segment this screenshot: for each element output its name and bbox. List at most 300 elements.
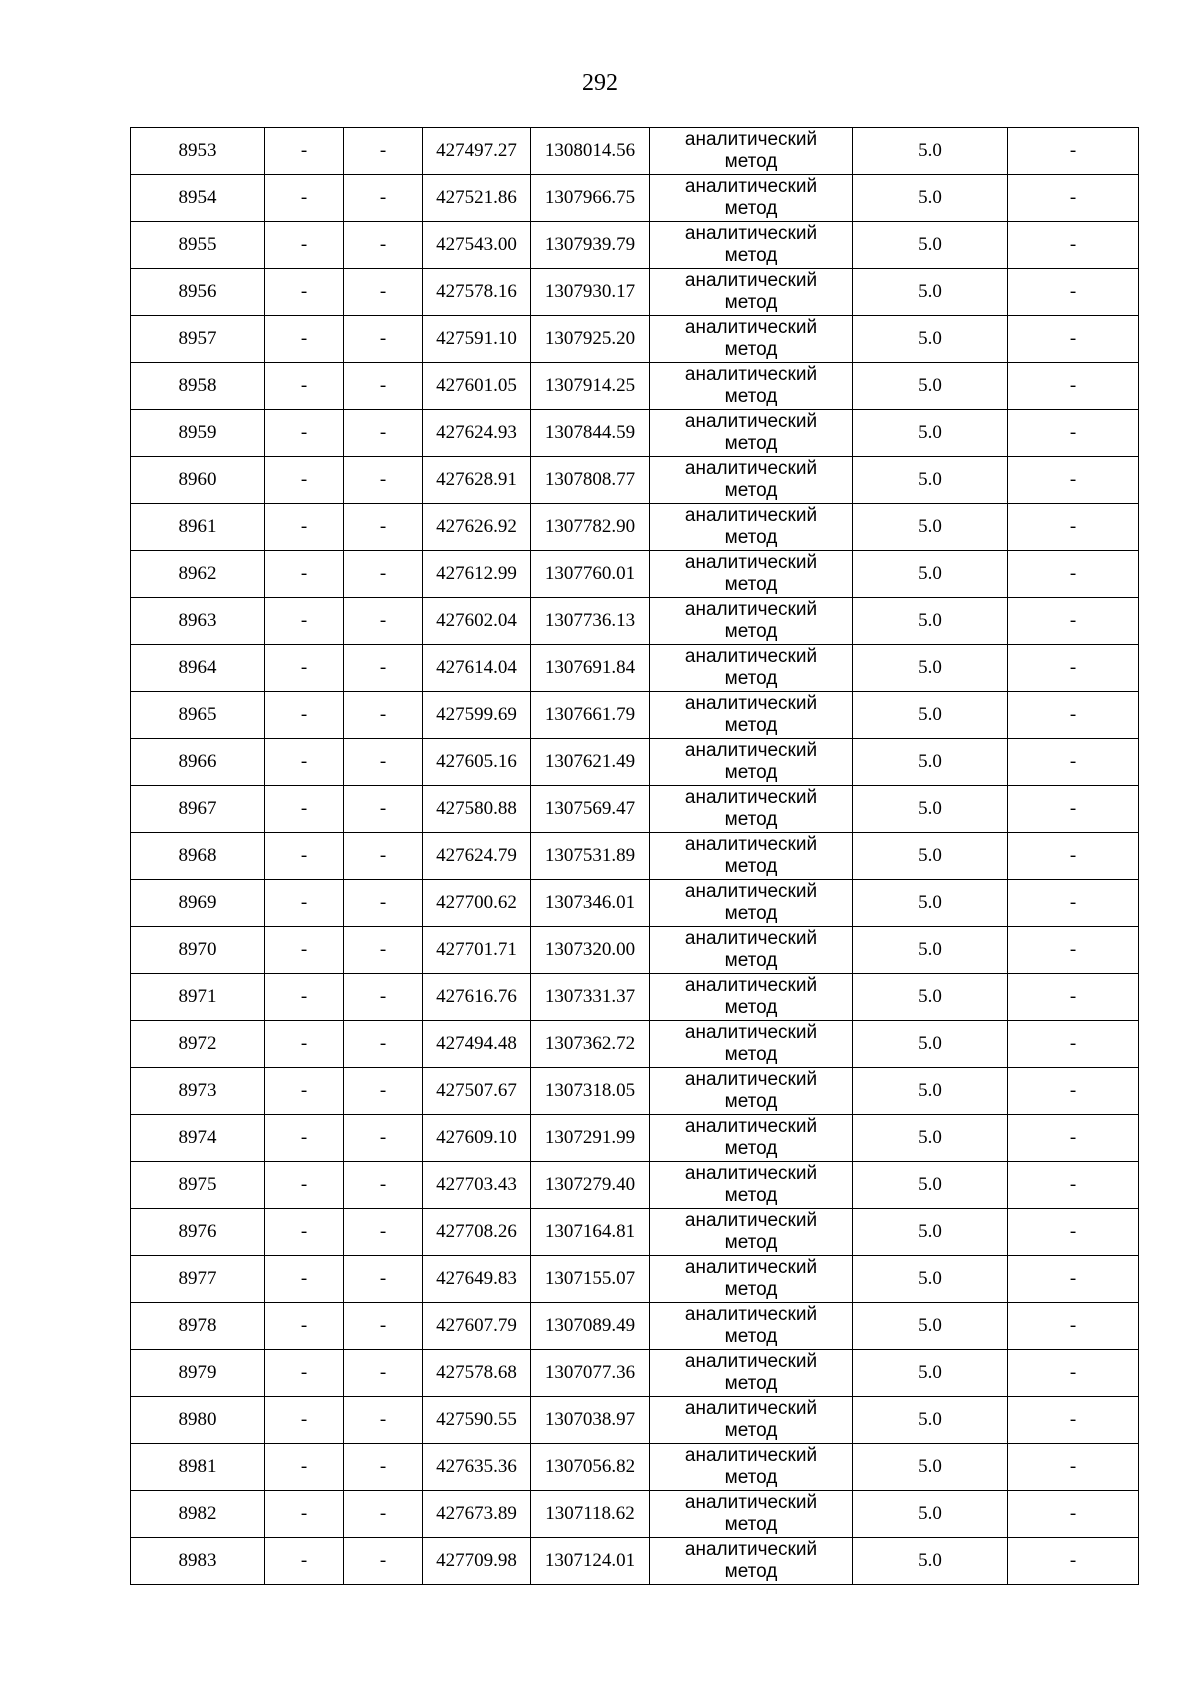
dash-cell-1: - bbox=[265, 974, 344, 1021]
point-number-cell: 8963 bbox=[131, 598, 265, 645]
method-label-line2: метод bbox=[724, 1514, 778, 1535]
dash-cell-3: - bbox=[1008, 1350, 1139, 1397]
dash-cell-1: - bbox=[265, 1068, 344, 1115]
accuracy-cell: 5.0 bbox=[853, 1444, 1008, 1491]
y-coordinate-cell: 1307914.25 bbox=[531, 363, 650, 410]
dash-cell-2: - bbox=[344, 786, 423, 833]
method-label-line1: аналитический bbox=[684, 458, 818, 479]
dash-cell-3: - bbox=[1008, 316, 1139, 363]
point-number-cell: 8971 bbox=[131, 974, 265, 1021]
method-label-line2: метод bbox=[724, 1138, 778, 1159]
dash-cell-3: - bbox=[1008, 128, 1139, 175]
accuracy-cell: 5.0 bbox=[853, 645, 1008, 692]
method-cell bbox=[650, 457, 853, 504]
dash-cell-1: - bbox=[265, 128, 344, 175]
accuracy-cell: 5.0 bbox=[853, 1068, 1008, 1115]
x-coordinate-cell: 427609.10 bbox=[423, 1115, 531, 1162]
accuracy-cell: 5.0 bbox=[853, 128, 1008, 175]
accuracy-cell: 5.0 bbox=[853, 1397, 1008, 1444]
y-coordinate-cell: 1307531.89 bbox=[531, 833, 650, 880]
accuracy-cell: 5.0 bbox=[853, 833, 1008, 880]
dash-cell-2: - bbox=[344, 927, 423, 974]
point-number-cell: 8953 bbox=[131, 128, 265, 175]
method-cell bbox=[650, 1303, 853, 1350]
dash-cell-2: - bbox=[344, 1538, 423, 1585]
method-label-line2: метод bbox=[724, 715, 778, 736]
method-cell bbox=[650, 269, 853, 316]
y-coordinate-cell: 1307966.75 bbox=[531, 175, 650, 222]
dash-cell-2: - bbox=[344, 1491, 423, 1538]
dash-cell-2: - bbox=[344, 457, 423, 504]
table-row bbox=[131, 410, 1139, 457]
method-cell bbox=[650, 833, 853, 880]
x-coordinate-cell: 427601.05 bbox=[423, 363, 531, 410]
y-coordinate-cell: 1307930.17 bbox=[531, 269, 650, 316]
dash-cell-1: - bbox=[265, 175, 344, 222]
method-label-line1: аналитический bbox=[684, 364, 818, 385]
x-coordinate-cell: 427649.83 bbox=[423, 1256, 531, 1303]
dash-cell-2: - bbox=[344, 128, 423, 175]
dash-cell-2: - bbox=[344, 1397, 423, 1444]
dash-cell-3: - bbox=[1008, 645, 1139, 692]
point-number-cell: 8983 bbox=[131, 1538, 265, 1585]
x-coordinate-cell: 427624.93 bbox=[423, 410, 531, 457]
y-coordinate-cell: 1307318.05 bbox=[531, 1068, 650, 1115]
point-number-cell: 8974 bbox=[131, 1115, 265, 1162]
dash-cell-2: - bbox=[344, 363, 423, 410]
dash-cell-3: - bbox=[1008, 504, 1139, 551]
method-label-line1: аналитический bbox=[684, 834, 818, 855]
table-row bbox=[131, 1209, 1139, 1256]
point-number-cell: 8956 bbox=[131, 269, 265, 316]
y-coordinate-cell: 1307331.37 bbox=[531, 974, 650, 1021]
table-row bbox=[131, 551, 1139, 598]
point-number-cell: 8955 bbox=[131, 222, 265, 269]
method-label-line2: метод bbox=[724, 527, 778, 548]
method-label-line2: метод bbox=[724, 433, 778, 454]
x-coordinate-cell: 427673.89 bbox=[423, 1491, 531, 1538]
y-coordinate-cell: 1307089.49 bbox=[531, 1303, 650, 1350]
method-label-line1: аналитический bbox=[684, 1398, 818, 1419]
accuracy-cell: 5.0 bbox=[853, 739, 1008, 786]
dash-cell-3: - bbox=[1008, 692, 1139, 739]
table-row bbox=[131, 1115, 1139, 1162]
y-coordinate-cell: 1307939.79 bbox=[531, 222, 650, 269]
dash-cell-1: - bbox=[265, 457, 344, 504]
dash-cell-2: - bbox=[344, 1021, 423, 1068]
dash-cell-1: - bbox=[265, 363, 344, 410]
method-label-line1: аналитический bbox=[684, 975, 818, 996]
method-label-line2: метод bbox=[724, 1326, 778, 1347]
method-label-line1: аналитический bbox=[684, 505, 818, 526]
dash-cell-1: - bbox=[265, 222, 344, 269]
table-body bbox=[131, 128, 1139, 1585]
method-cell bbox=[650, 1162, 853, 1209]
dash-cell-3: - bbox=[1008, 551, 1139, 598]
table-row bbox=[131, 1397, 1139, 1444]
method-label-line2: метод bbox=[724, 151, 778, 172]
method-label-line2: метод bbox=[724, 292, 778, 313]
accuracy-cell: 5.0 bbox=[853, 363, 1008, 410]
method-label-line1: аналитический bbox=[684, 223, 818, 244]
method-label-line2: метод bbox=[724, 950, 778, 971]
y-coordinate-cell: 1308014.56 bbox=[531, 128, 650, 175]
dash-cell-1: - bbox=[265, 551, 344, 598]
y-coordinate-cell: 1307760.01 bbox=[531, 551, 650, 598]
dash-cell-2: - bbox=[344, 598, 423, 645]
method-label-line1: аналитический bbox=[684, 411, 818, 432]
method-cell bbox=[650, 175, 853, 222]
x-coordinate-cell: 427635.36 bbox=[423, 1444, 531, 1491]
y-coordinate-cell: 1307164.81 bbox=[531, 1209, 650, 1256]
point-number-cell: 8979 bbox=[131, 1350, 265, 1397]
table-row bbox=[131, 1538, 1139, 1585]
x-coordinate-cell: 427599.69 bbox=[423, 692, 531, 739]
method-label-line2: метод bbox=[724, 1044, 778, 1065]
method-cell bbox=[650, 316, 853, 363]
accuracy-cell: 5.0 bbox=[853, 504, 1008, 551]
dash-cell-3: - bbox=[1008, 927, 1139, 974]
method-label-line1: аналитический bbox=[684, 740, 818, 761]
dash-cell-1: - bbox=[265, 1444, 344, 1491]
method-cell bbox=[650, 551, 853, 598]
dash-cell-2: - bbox=[344, 1115, 423, 1162]
dash-cell-3: - bbox=[1008, 1068, 1139, 1115]
table-row bbox=[131, 1256, 1139, 1303]
accuracy-cell: 5.0 bbox=[853, 551, 1008, 598]
accuracy-cell: 5.0 bbox=[853, 598, 1008, 645]
table-row bbox=[131, 269, 1139, 316]
dash-cell-3: - bbox=[1008, 786, 1139, 833]
method-cell bbox=[650, 692, 853, 739]
method-label-line2: метод bbox=[724, 480, 778, 501]
x-coordinate-cell: 427612.99 bbox=[423, 551, 531, 598]
point-number-cell: 8959 bbox=[131, 410, 265, 457]
dash-cell-1: - bbox=[265, 410, 344, 457]
accuracy-cell: 5.0 bbox=[853, 457, 1008, 504]
y-coordinate-cell: 1307077.36 bbox=[531, 1350, 650, 1397]
dash-cell-2: - bbox=[344, 1303, 423, 1350]
dash-cell-1: - bbox=[265, 1350, 344, 1397]
dash-cell-2: - bbox=[344, 880, 423, 927]
y-coordinate-cell: 1307621.49 bbox=[531, 739, 650, 786]
table-row bbox=[131, 175, 1139, 222]
dash-cell-3: - bbox=[1008, 1256, 1139, 1303]
method-label-line1: аналитический bbox=[684, 129, 818, 150]
y-coordinate-cell: 1307155.07 bbox=[531, 1256, 650, 1303]
table-row bbox=[131, 363, 1139, 410]
method-cell bbox=[650, 927, 853, 974]
dash-cell-1: - bbox=[265, 1256, 344, 1303]
point-number-cell: 8981 bbox=[131, 1444, 265, 1491]
method-label-line1: аналитический bbox=[684, 1163, 818, 1184]
accuracy-cell: 5.0 bbox=[853, 269, 1008, 316]
x-coordinate-cell: 427616.76 bbox=[423, 974, 531, 1021]
point-number-cell: 8957 bbox=[131, 316, 265, 363]
method-label-line1: аналитический bbox=[684, 1492, 818, 1513]
method-cell bbox=[650, 410, 853, 457]
method-cell bbox=[650, 1350, 853, 1397]
dash-cell-2: - bbox=[344, 974, 423, 1021]
dash-cell-2: - bbox=[344, 410, 423, 457]
x-coordinate-cell: 427607.79 bbox=[423, 1303, 531, 1350]
table-row bbox=[131, 504, 1139, 551]
x-coordinate-cell: 427624.79 bbox=[423, 833, 531, 880]
y-coordinate-cell: 1307320.00 bbox=[531, 927, 650, 974]
method-label-line2: метод bbox=[724, 386, 778, 407]
dash-cell-3: - bbox=[1008, 1491, 1139, 1538]
method-label-line1: аналитический bbox=[684, 1257, 818, 1278]
x-coordinate-cell: 427494.48 bbox=[423, 1021, 531, 1068]
method-cell bbox=[650, 1256, 853, 1303]
method-cell bbox=[650, 786, 853, 833]
method-cell bbox=[650, 128, 853, 175]
method-label-line2: метод bbox=[724, 1279, 778, 1300]
y-coordinate-cell: 1307291.99 bbox=[531, 1115, 650, 1162]
dash-cell-3: - bbox=[1008, 1115, 1139, 1162]
method-label-line1: аналитический bbox=[684, 1539, 818, 1560]
method-cell bbox=[650, 645, 853, 692]
dash-cell-3: - bbox=[1008, 1021, 1139, 1068]
dash-cell-3: - bbox=[1008, 1444, 1139, 1491]
y-coordinate-cell: 1307346.01 bbox=[531, 880, 650, 927]
y-coordinate-cell: 1307844.59 bbox=[531, 410, 650, 457]
table-row bbox=[131, 1162, 1139, 1209]
dash-cell-3: - bbox=[1008, 1397, 1139, 1444]
dash-cell-2: - bbox=[344, 1162, 423, 1209]
dash-cell-1: - bbox=[265, 692, 344, 739]
x-coordinate-cell: 427703.43 bbox=[423, 1162, 531, 1209]
table-row bbox=[131, 1350, 1139, 1397]
page-number: 292 bbox=[582, 70, 618, 96]
dash-cell-2: - bbox=[344, 1068, 423, 1115]
method-cell bbox=[650, 880, 853, 927]
dash-cell-1: - bbox=[265, 1397, 344, 1444]
point-number-cell: 8969 bbox=[131, 880, 265, 927]
accuracy-cell: 5.0 bbox=[853, 927, 1008, 974]
dash-cell-1: - bbox=[265, 1303, 344, 1350]
method-label-line1: аналитический bbox=[684, 317, 818, 338]
method-cell bbox=[650, 504, 853, 551]
table-row bbox=[131, 786, 1139, 833]
x-coordinate-cell: 427543.00 bbox=[423, 222, 531, 269]
point-number-cell: 8976 bbox=[131, 1209, 265, 1256]
method-label-line2: метод bbox=[724, 856, 778, 877]
method-label-line1: аналитический bbox=[684, 1116, 818, 1137]
dash-cell-3: - bbox=[1008, 363, 1139, 410]
method-label-line2: метод bbox=[724, 198, 778, 219]
dash-cell-3: - bbox=[1008, 833, 1139, 880]
method-label-line1: аналитический bbox=[684, 552, 818, 573]
table-row bbox=[131, 739, 1139, 786]
method-cell bbox=[650, 1209, 853, 1256]
coordinates-table bbox=[130, 127, 1139, 1585]
table-row bbox=[131, 598, 1139, 645]
accuracy-cell: 5.0 bbox=[853, 1162, 1008, 1209]
accuracy-cell: 5.0 bbox=[853, 175, 1008, 222]
method-label-line1: аналитический bbox=[684, 1304, 818, 1325]
accuracy-cell: 5.0 bbox=[853, 880, 1008, 927]
point-number-cell: 8977 bbox=[131, 1256, 265, 1303]
y-coordinate-cell: 1307118.62 bbox=[531, 1491, 650, 1538]
table-row bbox=[131, 1021, 1139, 1068]
dash-cell-2: - bbox=[344, 1256, 423, 1303]
dash-cell-3: - bbox=[1008, 1162, 1139, 1209]
method-cell bbox=[650, 1021, 853, 1068]
dash-cell-2: - bbox=[344, 692, 423, 739]
dash-cell-2: - bbox=[344, 645, 423, 692]
dash-cell-3: - bbox=[1008, 880, 1139, 927]
point-number-cell: 8970 bbox=[131, 927, 265, 974]
accuracy-cell: 5.0 bbox=[853, 1209, 1008, 1256]
method-cell bbox=[650, 598, 853, 645]
y-coordinate-cell: 1307124.01 bbox=[531, 1538, 650, 1585]
dash-cell-1: - bbox=[265, 739, 344, 786]
method-label-line1: аналитический bbox=[684, 270, 818, 291]
dash-cell-3: - bbox=[1008, 1209, 1139, 1256]
method-label-line2: метод bbox=[724, 574, 778, 595]
table-row bbox=[131, 880, 1139, 927]
table-row bbox=[131, 457, 1139, 504]
x-coordinate-cell: 427602.04 bbox=[423, 598, 531, 645]
point-number-cell: 8978 bbox=[131, 1303, 265, 1350]
accuracy-cell: 5.0 bbox=[853, 692, 1008, 739]
dash-cell-1: - bbox=[265, 645, 344, 692]
x-coordinate-cell: 427700.62 bbox=[423, 880, 531, 927]
accuracy-cell: 5.0 bbox=[853, 1256, 1008, 1303]
point-number-cell: 8973 bbox=[131, 1068, 265, 1115]
dash-cell-1: - bbox=[265, 786, 344, 833]
dash-cell-2: - bbox=[344, 1350, 423, 1397]
dash-cell-2: - bbox=[344, 833, 423, 880]
y-coordinate-cell: 1307925.20 bbox=[531, 316, 650, 363]
method-label-line2: метод bbox=[724, 809, 778, 830]
dash-cell-2: - bbox=[344, 1444, 423, 1491]
point-number-cell: 8967 bbox=[131, 786, 265, 833]
table-row bbox=[131, 1444, 1139, 1491]
table-row bbox=[131, 1303, 1139, 1350]
method-label-line2: метод bbox=[724, 245, 778, 266]
y-coordinate-cell: 1307569.47 bbox=[531, 786, 650, 833]
dash-cell-2: - bbox=[344, 269, 423, 316]
x-coordinate-cell: 427590.55 bbox=[423, 1397, 531, 1444]
accuracy-cell: 5.0 bbox=[853, 1021, 1008, 1068]
point-number-cell: 8968 bbox=[131, 833, 265, 880]
dash-cell-1: - bbox=[265, 927, 344, 974]
y-coordinate-cell: 1307056.82 bbox=[531, 1444, 650, 1491]
point-number-cell: 8980 bbox=[131, 1397, 265, 1444]
x-coordinate-cell: 427709.98 bbox=[423, 1538, 531, 1585]
point-number-cell: 8962 bbox=[131, 551, 265, 598]
dash-cell-3: - bbox=[1008, 1538, 1139, 1585]
point-number-cell: 8964 bbox=[131, 645, 265, 692]
table-row bbox=[131, 974, 1139, 1021]
method-label-line1: аналитический bbox=[684, 787, 818, 808]
method-label-line2: метод bbox=[724, 1185, 778, 1206]
dash-cell-3: - bbox=[1008, 739, 1139, 786]
table-row bbox=[131, 692, 1139, 739]
dash-cell-1: - bbox=[265, 316, 344, 363]
x-coordinate-cell: 427521.86 bbox=[423, 175, 531, 222]
dash-cell-3: - bbox=[1008, 175, 1139, 222]
dash-cell-1: - bbox=[265, 269, 344, 316]
dash-cell-1: - bbox=[265, 1209, 344, 1256]
point-number-cell: 8975 bbox=[131, 1162, 265, 1209]
accuracy-cell: 5.0 bbox=[853, 974, 1008, 1021]
x-coordinate-cell: 427578.16 bbox=[423, 269, 531, 316]
method-label-line1: аналитический bbox=[684, 881, 818, 902]
method-cell bbox=[650, 1491, 853, 1538]
method-label-line1: аналитический bbox=[684, 693, 818, 714]
dash-cell-1: - bbox=[265, 1021, 344, 1068]
method-cell bbox=[650, 1444, 853, 1491]
point-number-cell: 8982 bbox=[131, 1491, 265, 1538]
method-cell bbox=[650, 1115, 853, 1162]
dash-cell-2: - bbox=[344, 175, 423, 222]
x-coordinate-cell: 427578.68 bbox=[423, 1350, 531, 1397]
method-label-line2: метод bbox=[724, 903, 778, 924]
accuracy-cell: 5.0 bbox=[853, 410, 1008, 457]
method-label-line1: аналитический bbox=[684, 1022, 818, 1043]
dash-cell-2: - bbox=[344, 739, 423, 786]
method-label-line2: метод bbox=[724, 1420, 778, 1441]
point-number-cell: 8972 bbox=[131, 1021, 265, 1068]
method-cell bbox=[650, 363, 853, 410]
method-label-line2: метод bbox=[724, 668, 778, 689]
method-cell bbox=[650, 739, 853, 786]
accuracy-cell: 5.0 bbox=[853, 1538, 1008, 1585]
dash-cell-1: - bbox=[265, 504, 344, 551]
method-label-line2: метод bbox=[724, 621, 778, 642]
method-label-line2: метод bbox=[724, 1467, 778, 1488]
method-label-line2: метод bbox=[724, 997, 778, 1018]
table-row bbox=[131, 645, 1139, 692]
dash-cell-1: - bbox=[265, 1115, 344, 1162]
method-cell bbox=[650, 974, 853, 1021]
dash-cell-1: - bbox=[265, 1162, 344, 1209]
dash-cell-1: - bbox=[265, 880, 344, 927]
table-row bbox=[131, 128, 1139, 175]
dash-cell-2: - bbox=[344, 1209, 423, 1256]
x-coordinate-cell: 427614.04 bbox=[423, 645, 531, 692]
dash-cell-3: - bbox=[1008, 974, 1139, 1021]
y-coordinate-cell: 1307808.77 bbox=[531, 457, 650, 504]
method-label-line2: метод bbox=[724, 339, 778, 360]
method-label-line2: метод bbox=[724, 1561, 778, 1582]
x-coordinate-cell: 427605.16 bbox=[423, 739, 531, 786]
point-number-cell: 8961 bbox=[131, 504, 265, 551]
y-coordinate-cell: 1307279.40 bbox=[531, 1162, 650, 1209]
dash-cell-1: - bbox=[265, 833, 344, 880]
table-row bbox=[131, 833, 1139, 880]
point-number-cell: 8966 bbox=[131, 739, 265, 786]
method-label-line1: аналитический bbox=[684, 1351, 818, 1372]
method-label-line2: метод bbox=[724, 1373, 778, 1394]
method-label-line2: метод bbox=[724, 1232, 778, 1253]
x-coordinate-cell: 427591.10 bbox=[423, 316, 531, 363]
method-cell bbox=[650, 1538, 853, 1585]
x-coordinate-cell: 427580.88 bbox=[423, 786, 531, 833]
x-coordinate-cell: 427497.27 bbox=[423, 128, 531, 175]
method-cell bbox=[650, 1068, 853, 1115]
table-row bbox=[131, 316, 1139, 363]
method-label-line2: метод bbox=[724, 762, 778, 783]
dash-cell-1: - bbox=[265, 1491, 344, 1538]
method-label-line2: метод bbox=[724, 1091, 778, 1112]
x-coordinate-cell: 427708.26 bbox=[423, 1209, 531, 1256]
y-coordinate-cell: 1307661.79 bbox=[531, 692, 650, 739]
point-number-cell: 8960 bbox=[131, 457, 265, 504]
